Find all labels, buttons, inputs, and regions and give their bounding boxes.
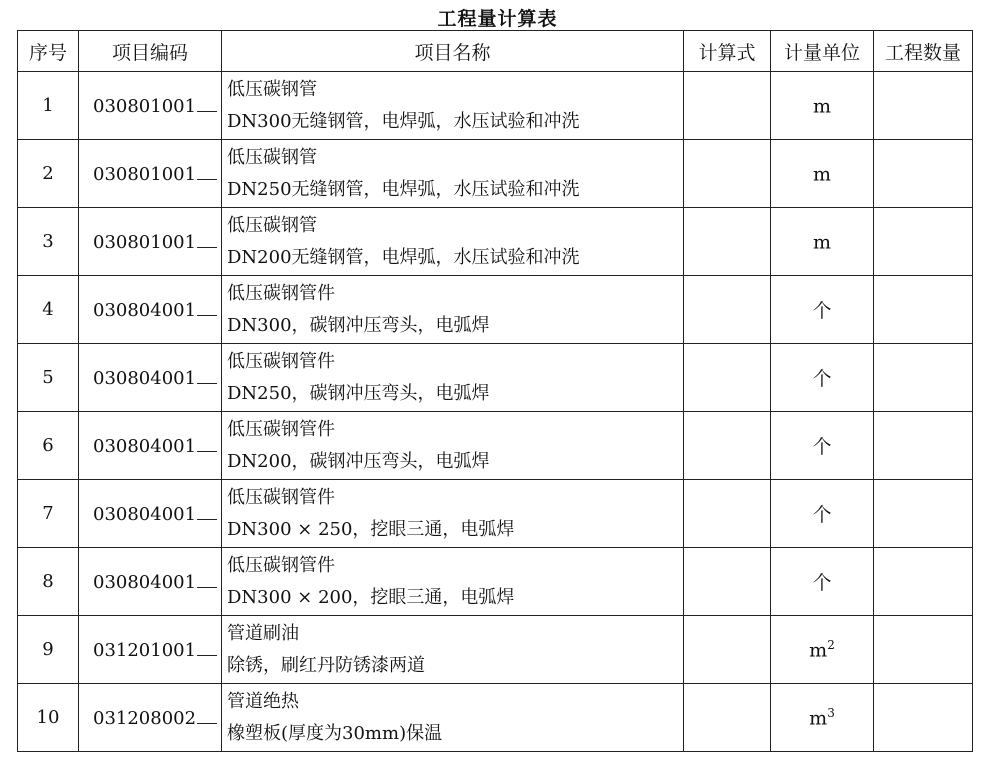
name-line-2: 橡塑板(厚度为30mm)保温 <box>227 722 443 744</box>
header-quantity: 工程数量 <box>874 31 973 72</box>
cell-name <box>222 548 684 616</box>
cell-unit <box>771 616 874 684</box>
code-suffix-blank <box>197 367 217 384</box>
cell-quantity <box>874 684 973 752</box>
table-row <box>18 412 973 480</box>
code-suffix-blank <box>197 435 217 452</box>
code-text: 030804001 <box>93 435 197 457</box>
code-text: 030804001 <box>93 367 197 389</box>
cell-quantity <box>874 548 973 616</box>
cell-unit <box>771 548 874 616</box>
cell-name <box>222 412 684 480</box>
table-row <box>18 548 973 616</box>
unit-text: m <box>809 639 828 662</box>
unit-text: m <box>809 707 828 730</box>
code-text: 030801001 <box>93 231 197 253</box>
unit-superscript: 3 <box>827 705 835 720</box>
name-line-1: 低压碳钢管件 <box>227 554 335 576</box>
cell-quantity <box>874 276 973 344</box>
cell-seq: 8 <box>18 548 79 616</box>
code-suffix-blank <box>197 639 217 656</box>
name-line-1: 低压碳钢管 <box>227 146 317 168</box>
cell-seq: 2 <box>18 140 79 208</box>
unit-superscript: 2 <box>827 637 835 652</box>
cell-name <box>222 140 684 208</box>
cell-quantity <box>874 480 973 548</box>
code-suffix-blank <box>197 503 217 520</box>
cell-quantity <box>874 208 973 276</box>
name-line-1: 低压碳钢管件 <box>227 418 335 440</box>
cell-seq: 7 <box>18 480 79 548</box>
quantity-table <box>17 30 973 752</box>
cell-name <box>222 684 684 752</box>
name-line-2: DN200无缝钢管，电焊弧，水压试验和冲洗 <box>227 246 580 268</box>
header-formula: 计算式 <box>684 31 771 72</box>
code-suffix-blank <box>197 571 217 588</box>
cell-code <box>79 344 222 412</box>
cell-unit <box>771 276 874 344</box>
cell-seq: 1 <box>18 72 79 140</box>
unit-text: m <box>812 163 832 186</box>
cell-quantity <box>874 344 973 412</box>
cell-formula <box>684 480 771 548</box>
table-row <box>18 276 973 344</box>
name-line-1: 管道刷油 <box>227 622 299 644</box>
name-line-1: 低压碳钢管件 <box>227 282 335 304</box>
cell-name <box>222 480 684 548</box>
name-line-2: DN250，碳钢冲压弯头，电弧焊 <box>227 382 490 404</box>
cell-quantity <box>874 72 973 140</box>
code-text: 030801001 <box>93 163 197 185</box>
cell-seq: 3 <box>18 208 79 276</box>
name-line-2: DN300 × 200，挖眼三通，电弧焊 <box>227 586 515 608</box>
cell-seq: 5 <box>18 344 79 412</box>
code-text: 030804001 <box>93 571 197 593</box>
name-line-2: DN300，碳钢冲压弯头，电弧焊 <box>227 314 490 336</box>
cell-formula <box>684 208 771 276</box>
cell-code <box>79 412 222 480</box>
cell-formula <box>684 684 771 752</box>
name-line-2: DN250无缝钢管，电焊弧，水压试验和冲洗 <box>227 178 580 200</box>
unit-text: 个 <box>812 436 832 458</box>
cell-unit <box>771 480 874 548</box>
table-row <box>18 480 973 548</box>
header-code: 项目编码 <box>79 31 222 72</box>
table-row <box>18 616 973 684</box>
cell-name <box>222 208 684 276</box>
code-text: 030804001 <box>93 503 197 525</box>
code-text: 031208002 <box>93 707 197 729</box>
code-text: 030804001 <box>93 299 197 321</box>
cell-unit <box>771 140 874 208</box>
code-suffix-blank <box>197 299 217 316</box>
cell-formula <box>684 412 771 480</box>
table-row <box>18 208 973 276</box>
code-suffix-blank <box>197 231 217 248</box>
cell-name <box>222 344 684 412</box>
name-line-1: 低压碳钢管件 <box>227 350 335 372</box>
name-line-1: 管道绝热 <box>227 690 299 712</box>
header-seq: 序号 <box>18 31 79 72</box>
cell-seq: 10 <box>18 684 79 752</box>
cell-unit <box>771 208 874 276</box>
code-suffix-blank <box>197 707 217 724</box>
cell-quantity <box>874 140 973 208</box>
cell-code <box>79 72 222 140</box>
name-line-1: 低压碳钢管 <box>227 214 317 236</box>
name-line-2: DN300无缝钢管，电焊弧，水压试验和冲洗 <box>227 110 580 132</box>
name-line-1: 低压碳钢管 <box>227 78 317 100</box>
cell-code <box>79 208 222 276</box>
cell-code <box>79 548 222 616</box>
page-title: 工程量计算表 <box>437 8 558 30</box>
cell-code <box>79 684 222 752</box>
unit-text: m <box>812 231 832 254</box>
name-line-2: 除锈，刷红丹防锈漆两道 <box>227 654 425 676</box>
cell-formula <box>684 344 771 412</box>
unit-text: 个 <box>812 300 832 322</box>
table-row <box>18 140 973 208</box>
cell-name <box>222 276 684 344</box>
cell-code <box>79 276 222 344</box>
table-row <box>18 72 973 140</box>
cell-quantity <box>874 412 973 480</box>
cell-quantity <box>874 616 973 684</box>
cell-seq: 9 <box>18 616 79 684</box>
name-line-2: DN300 × 250，挖眼三通，电弧焊 <box>227 518 515 540</box>
cell-name <box>222 616 684 684</box>
cell-unit <box>771 684 874 752</box>
table-row <box>18 344 973 412</box>
cell-formula <box>684 616 771 684</box>
table-row <box>18 684 973 752</box>
cell-code <box>79 616 222 684</box>
unit-text: 个 <box>812 368 832 390</box>
unit-text: m <box>812 95 832 118</box>
code-suffix-blank <box>197 163 217 180</box>
cell-unit <box>771 344 874 412</box>
name-line-1: 低压碳钢管件 <box>227 486 335 508</box>
table-header-row <box>18 31 973 72</box>
cell-formula <box>684 140 771 208</box>
cell-code <box>79 140 222 208</box>
cell-seq: 4 <box>18 276 79 344</box>
header-name: 项目名称 <box>222 31 684 72</box>
code-text: 031201001 <box>93 639 197 661</box>
unit-text: 个 <box>812 504 832 526</box>
name-line-2: DN200，碳钢冲压弯头，电弧焊 <box>227 450 490 472</box>
code-suffix-blank <box>197 95 217 112</box>
cell-code <box>79 480 222 548</box>
code-text: 030801001 <box>93 95 197 117</box>
cell-formula <box>684 276 771 344</box>
header-unit: 计量单位 <box>771 31 874 72</box>
cell-unit <box>771 72 874 140</box>
cell-seq: 6 <box>18 412 79 480</box>
cell-unit <box>771 412 874 480</box>
cell-formula <box>684 72 771 140</box>
cell-formula <box>684 548 771 616</box>
cell-name <box>222 72 684 140</box>
unit-text: 个 <box>812 572 832 594</box>
